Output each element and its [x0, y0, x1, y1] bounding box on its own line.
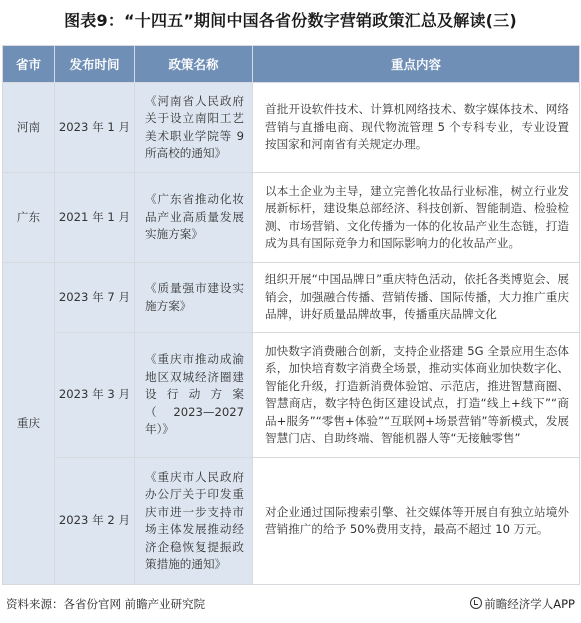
header-content: 重点内容	[253, 46, 580, 83]
content-cell: 加快数字消费融合创新，支持企业搭建 5G 全景应用生态体系，加快培育数字消费全场景，推动实体商业加快数字化、智能化升级，打造新消费体验馆、示范店，推进智慧商圈、智慧商店，数字特色街区建设试点，打造“线上+线下”“商品+服务”“零售+体验”“互联网+场景营销”等新模式，发展智慧门店、自助终端、智能机器人等“无接触零售”	[253, 333, 580, 458]
table-row	[3, 458, 580, 585]
table-row	[3, 173, 580, 263]
content-cell: 以本土企业为主导，建立完善化妆品行业标准，树立行业发展新标杆，建设集总部经济、科技创新、智能制造、检验检测、市场营销、文化传播为一体的化妆品产业生态链，打造成为具有国际竞争力和国际影响力的化妆品产业。	[253, 173, 580, 263]
province-cell: 广东	[3, 173, 55, 263]
content-cell: 组织开展“中国品牌日”重庆特色活动，依托各类博览会、展销会，加强融合传播、营销传播、国际传播，大力推广重庆品牌，讲好质量品牌故事，传播重庆品牌文化	[253, 263, 580, 333]
date-cell: 2023 年 2 月	[55, 458, 135, 585]
content-cell: 首批开设软件技术、计算机网络技术、数字媒体技术、网络营销与直播电商、现代物流管理 5 个专科专业，专业设置按国家和河南省有关规定办理。	[253, 83, 580, 173]
policy-table	[2, 45, 580, 585]
policy-name-cell: 《质量强市建设实施方案》	[135, 263, 253, 333]
header-row	[3, 46, 580, 83]
table-row	[3, 263, 580, 333]
brand-label: 前瞻经济学人APP	[484, 597, 575, 611]
table-row	[3, 83, 580, 173]
policy-name-cell: 《河南省人民政府关于设立南阳工艺美术职业学院等 9 所高校的通知》	[135, 83, 253, 173]
date-cell: 2023 年 7 月	[55, 263, 135, 333]
date-cell: 2021 年 1 月	[55, 173, 135, 263]
policy-name-cell: 《广东省推动化妆品产业高质量发展实施方案》	[135, 173, 253, 263]
header-province: 省市	[3, 46, 55, 83]
brand-credit	[470, 596, 575, 612]
table-row	[3, 333, 580, 458]
province-cell: 河南	[3, 83, 55, 173]
source-note: 资料来源：各省份官网 前瞻产业研究院	[6, 597, 206, 611]
content-cell: 对企业通过国际搜索引擎、社交媒体等开展自有独立站境外营销推广的给予 50%费用支持，最高不超过 10 万元。	[253, 458, 580, 585]
province-cell: 重庆	[3, 263, 55, 585]
brand-logo-icon	[470, 597, 482, 609]
date-cell: 2023 年 3 月	[55, 333, 135, 458]
policy-name-cell: 《重庆市人民政府办公厅关于印发重庆市进一步支持市场主体发展推动经济企稳恢复提振政策措施的通知》	[135, 458, 253, 585]
page-title: 图表9：“十四五”期间中国各省份数字营销政策汇总及解读(三)	[64, 11, 517, 30]
header-date: 发布时间	[55, 46, 135, 83]
policy-name-cell: 《重庆市推动成渝地区双城经济圈建设行动方案（2023—2027 年）》	[135, 333, 253, 458]
date-cell: 2023 年 1 月	[55, 83, 135, 173]
header-policy: 政策名称	[135, 46, 253, 83]
